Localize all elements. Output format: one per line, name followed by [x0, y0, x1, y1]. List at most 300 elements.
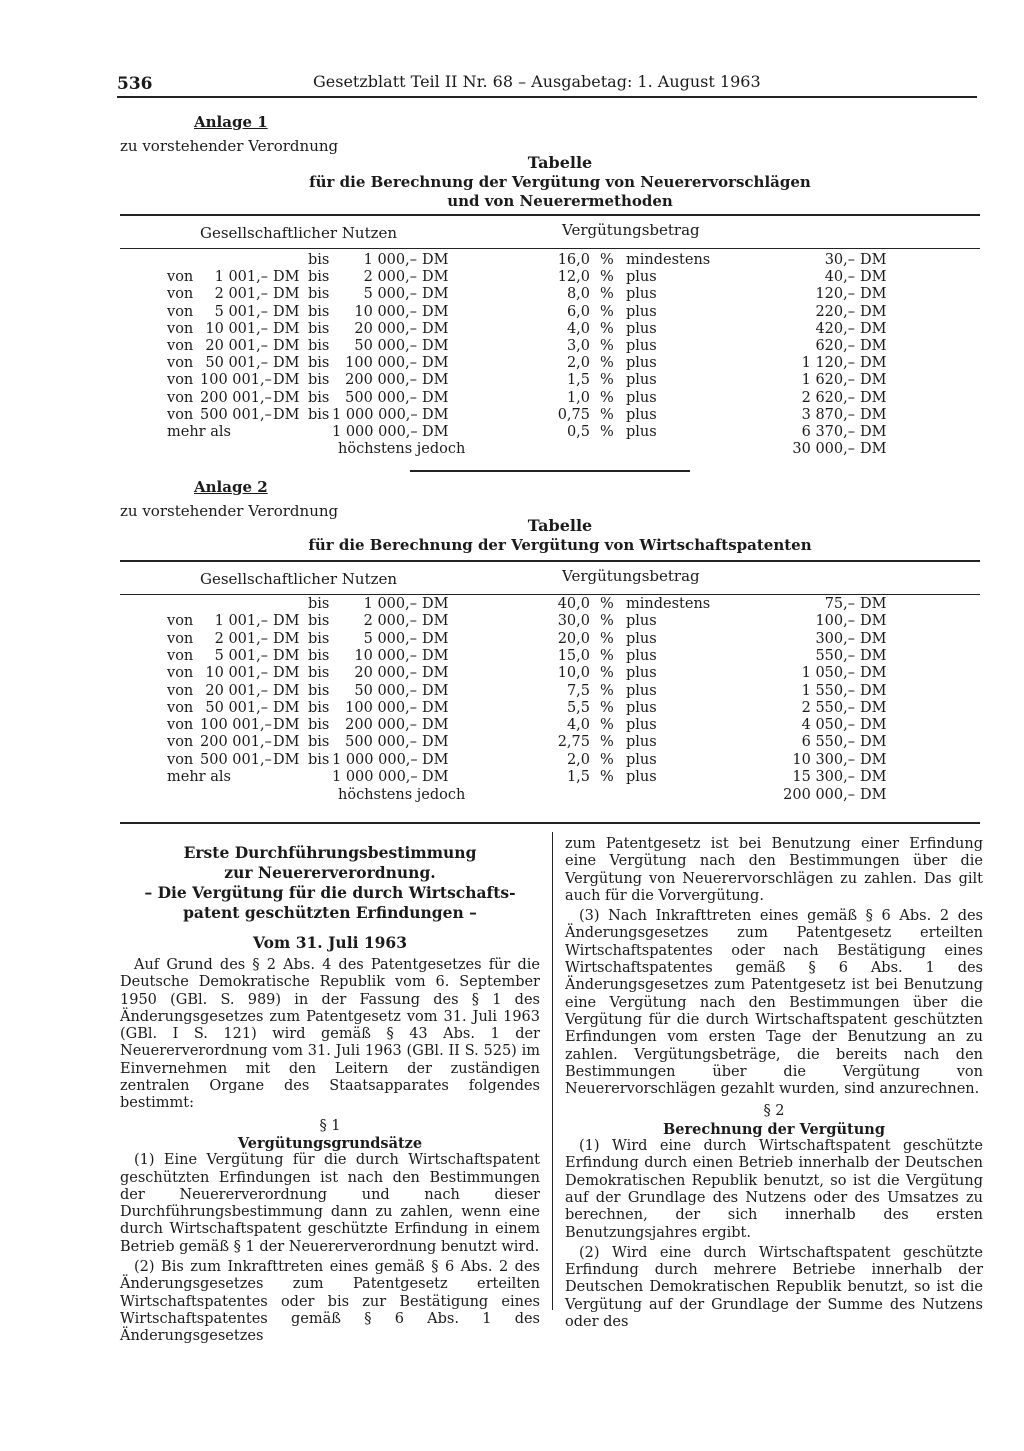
range-to-currency: DM [422, 751, 449, 768]
percent-value: 5,5 [566, 699, 590, 716]
base-amount-currency: DM [860, 303, 887, 320]
percent-value: 0,75 [557, 406, 590, 423]
range-to: 50 000,– [354, 682, 417, 699]
percent-value: 8,0 [566, 286, 590, 303]
percent-value: 20,0 [557, 630, 590, 647]
range-from: 2 001,– [214, 630, 268, 647]
range-from: 200 001,– [200, 389, 272, 406]
percent-value: 30,0 [557, 613, 590, 630]
range-to: 2 000,– [363, 269, 417, 286]
anlage2-subtitle: zu vorstehender Verordnung [120, 502, 339, 520]
range-to: 1 000 000,– [332, 424, 418, 440]
range-from-currency: DM [273, 406, 300, 423]
article-left-column [120, 843, 540, 1346]
anlage2-max-dm: DM [860, 787, 887, 803]
range-from: 2 001,– [214, 286, 268, 303]
rate-qualifier: plus [626, 630, 657, 647]
percent-sign: % [600, 320, 614, 337]
base-amount-currency: DM [860, 734, 887, 751]
base-amount: 220,– [815, 303, 855, 320]
percent-value: 0,5 [566, 424, 590, 440]
base-amount-currency: DM [860, 665, 887, 682]
table-row [0, 424, 1024, 441]
range-to: 100 000,– [345, 699, 417, 716]
rate-qualifier: plus [626, 303, 657, 320]
range-to-currency: DM [422, 303, 449, 320]
range-from-currency: DM [273, 717, 300, 734]
rate-qualifier: plus [626, 699, 657, 716]
range-bis: bis [308, 596, 330, 612]
percent-value: 4,0 [566, 717, 590, 734]
base-amount: 40,– [824, 269, 855, 286]
table-row [0, 304, 1024, 321]
anlage1-table-title: Tabelle [527, 153, 593, 172]
range-prefix: von [167, 717, 194, 734]
anlage1-subtitle: zu vorstehender Verordnung [120, 137, 339, 155]
range-from: 10 001,– [205, 320, 268, 337]
anlage1-max-dm: DM [860, 441, 887, 457]
range-bis: bis [308, 389, 330, 406]
table-row [0, 665, 1024, 682]
range-bis: bis [308, 338, 330, 354]
range-to: 5 000,– [363, 286, 417, 303]
range-prefix: von [167, 630, 194, 647]
percent-value: 10,0 [557, 665, 590, 682]
percent-sign: % [600, 630, 614, 647]
table-row [0, 734, 1024, 751]
rate-qualifier: plus [626, 286, 657, 303]
base-amount: 1 550,– [801, 682, 855, 699]
anlage1-table-subtitle2: und von Neuerermethoden [447, 192, 673, 210]
base-amount-currency: DM [860, 286, 887, 303]
base-amount: 2 620,– [801, 389, 855, 406]
range-to-currency: DM [422, 406, 449, 423]
article-intro: Auf Grund des § 2 Abs. 4 des Patentgesetzes für die Deutsche Demokratische Republik vom 6. September 1950 (GBl. S. 989) in der Fassung des § 1 des Änderungsgesetzes zum Patentgesetz vom 31. Juli 1963 (GBl. I S. 121) wird gemäß § 43 Abs. 1 der Neuererverordnung vom 31. Juli 1963 (GBl. II S. 525) im Einvernehmen mit den Leitern der zuständigen zentralen Organe des Staatsapparates folgendes bestimmt: [120, 957, 540, 1112]
section1-number: § 1 [319, 1117, 341, 1134]
range-bis: bis [308, 734, 330, 751]
percent-sign: % [600, 769, 614, 785]
column-divider [552, 832, 553, 1310]
range-from-currency: DM [273, 303, 300, 320]
rate-qualifier: plus [626, 665, 657, 682]
base-amount: 4 050,– [801, 717, 855, 734]
rate-qualifier: mindestens [626, 252, 711, 268]
percent-sign: % [600, 252, 614, 268]
percent-sign: % [600, 596, 614, 612]
range-from-currency: DM [273, 286, 300, 303]
range-from: 10 001,– [205, 665, 268, 682]
percent-sign: % [600, 303, 614, 320]
range-bis: bis [308, 303, 330, 320]
percent-value: 12,0 [557, 269, 590, 286]
range-to-currency: DM [422, 372, 449, 389]
percent-value: 1,5 [566, 372, 590, 389]
range-bis: bis [308, 647, 330, 664]
range-from: 500 001,– [200, 751, 272, 768]
base-amount-currency: DM [860, 682, 887, 699]
table-row [0, 769, 1024, 786]
anlage1-table-subtitle1: für die Berechnung der Vergütung von Neuerervorschlägen [309, 173, 811, 191]
table-row [0, 407, 1024, 424]
range-to: 5 000,– [363, 630, 417, 647]
base-amount: 300,– [815, 630, 855, 647]
anlage1-max-amount: 30 000,– [792, 441, 855, 457]
table-row [0, 752, 1024, 769]
percent-sign: % [600, 734, 614, 751]
base-amount-currency: DM [860, 613, 887, 630]
base-amount: 75,– [824, 596, 855, 612]
base-amount: 100,– [815, 613, 855, 630]
percent-value: 2,0 [566, 751, 590, 768]
rate-qualifier: plus [626, 717, 657, 734]
base-amount: 10 300,– [792, 751, 855, 768]
section1-para2-continued: zum Patentgesetz ist bei Benutzung einer Erfindung eine Vergütung nach den Bestimmungen über die Vergütung von Neuerervorschlägen zu zahlen. Das gilt auch für die Vorvergütung. [565, 836, 983, 904]
range-to-currency: DM [422, 269, 449, 286]
range-to-currency: DM [422, 286, 449, 303]
range-prefix: von [167, 389, 194, 406]
base-amount: 6 370,– [801, 424, 855, 440]
percent-sign: % [600, 406, 614, 423]
percent-sign: % [600, 355, 614, 372]
percent-sign: % [600, 647, 614, 664]
anlage2-head-rule [120, 594, 980, 595]
table-row [0, 338, 1024, 355]
anlage1-label: Anlage 1 [194, 113, 268, 131]
anlage1-top-rule [120, 214, 980, 216]
range-prefix: von [167, 286, 194, 303]
anlage2-col-right-head: Vergütungsbetrag [562, 567, 700, 585]
range-from-currency: DM [273, 613, 300, 630]
base-amount: 1 120,– [801, 355, 855, 372]
table-row [0, 648, 1024, 665]
percent-value: 2,0 [566, 355, 590, 372]
range-prefix: von [167, 355, 194, 372]
range-to-currency: DM [422, 647, 449, 664]
percent-sign: % [600, 613, 614, 630]
base-amount-currency: DM [860, 338, 887, 354]
range-prefix: von [167, 303, 194, 320]
range-prefix: von [167, 751, 194, 768]
percent-value: 4,0 [566, 320, 590, 337]
base-amount: 420,– [815, 320, 855, 337]
base-amount-currency: DM [860, 389, 887, 406]
section1-para3: (3) Nach Inkrafttreten eines gemäß § 6 Abs. 2 des Änderungsgesetzes zum Patentgesetz erteilten Wirtschaftspatentes oder nach Bestätigung eines Wirtschaftspatentes gemäß § 6 Abs. 1 des Änderungsgesetzes zum Patentgesetz ist bei Benutzung eine Vergütung nach den Bestimmungen über die Vergütung für die durch Wirtschaftspatent geschützten Erfindungen vom ersten Tage der Benutzung an zu zahlen. Vergütungsbeträge, die bereits nach den Bestimmungen über die Vergütung von Neuerervorschlägen gezahlt wurden, sind anzurechnen. [565, 908, 983, 1098]
section2-para1: (1) Wird eine durch Wirtschaftspatent geschützte Erfindung durch einen Betrieb innerhalb der Deutschen Demokratischen Republik benutzt, so ist die Vergütung auf der Grundlage des Nutzens oder des Umsatzes zu berechnen, der sich innerhalb des ersten Benutzungsjahres ergibt. [565, 1138, 983, 1241]
range-to-currency: DM [422, 596, 449, 612]
percent-sign: % [600, 286, 614, 303]
range-to-currency: DM [422, 717, 449, 734]
table-row [0, 717, 1024, 734]
range-prefix: von [167, 682, 194, 699]
rate-qualifier: plus [626, 751, 657, 768]
table-row [0, 269, 1024, 286]
anlage2-table-title: Tabelle [527, 516, 593, 535]
gazette-header: Gesetzblatt Teil II Nr. 68 – Ausgabetag: 1. August 1963 [313, 72, 761, 91]
range-from-currency: DM [273, 389, 300, 406]
range-prefix: von [167, 406, 194, 423]
percent-value: 1,0 [566, 389, 590, 406]
range-to-currency: DM [422, 734, 449, 751]
anlage2-max-row [0, 787, 1024, 804]
range-to-currency: DM [422, 613, 449, 630]
percent-value: 40,0 [557, 596, 590, 612]
range-to: 100 000,– [345, 355, 417, 372]
base-amount-currency: DM [860, 252, 887, 268]
rate-qualifier: plus [626, 406, 657, 423]
percent-sign: % [600, 424, 614, 440]
range-bis: bis [308, 252, 330, 268]
range-from: 500 001,– [200, 406, 272, 423]
base-amount-currency: DM [860, 269, 887, 286]
range-to-currency: DM [422, 424, 449, 440]
section1-para2: (2) Bis zum Inkrafttreten eines gemäß § 6 Abs. 2 des Änderungsgesetzes zum Patentgesetz erteilten Wirtschaftspatentes oder bis zur Bestätigung eines Wirtschaftspatentes gemäß § 6 Abs. 1 des Änderungsgesetzes [120, 1259, 540, 1345]
range-to-currency: DM [422, 665, 449, 682]
range-from-currency: DM [273, 665, 300, 682]
anlage1-max-label: höchstens jedoch [338, 441, 466, 457]
range-from: 100 001,– [200, 372, 272, 389]
percent-value: 6,0 [566, 303, 590, 320]
range-to: 1 000 000,– [332, 751, 418, 768]
range-to: 20 000,– [354, 665, 417, 682]
percent-sign: % [600, 269, 614, 286]
range-from: 200 001,– [200, 734, 272, 751]
range-to: 200 000,– [345, 372, 417, 389]
table-row [0, 355, 1024, 372]
anlage1-col-left-head: Gesellschaftlicher Nutzen [200, 224, 398, 242]
base-amount: 1 620,– [801, 372, 855, 389]
range-from-currency: DM [273, 734, 300, 751]
range-from: 1 001,– [214, 269, 268, 286]
base-amount: 550,– [815, 647, 855, 664]
rate-qualifier: plus [626, 424, 657, 440]
range-prefix: von [167, 269, 194, 286]
range-to-currency: DM [422, 389, 449, 406]
range-to: 1 000 000,– [332, 406, 418, 423]
percent-value: 16,0 [557, 252, 590, 268]
section2-para2: (2) Wird eine durch Wirtschaftspatent geschützte Erfindung durch mehrere Betriebe innerhalb der Deutschen Demokratischen Republik benutzt, so ist die Vergütung auf der Grundlage der Summe des Nutzens oder des [565, 1244, 983, 1331]
base-amount: 3 870,– [801, 406, 855, 423]
range-from: 20 001,– [205, 338, 268, 354]
section1-title: Vergütungsgrundsätze [237, 1134, 423, 1152]
page-number: 536 [117, 74, 153, 94]
base-amount-currency: DM [860, 424, 887, 440]
range-to: 20 000,– [354, 320, 417, 337]
range-bis: bis [308, 406, 330, 423]
percent-sign: % [600, 338, 614, 354]
base-amount-currency: DM [860, 630, 887, 647]
range-bis: bis [308, 269, 330, 286]
range-to: 500 000,– [345, 734, 417, 751]
range-prefix: von [167, 338, 194, 354]
rate-qualifier: plus [626, 338, 657, 354]
article-heading-line3: – Die Vergütung für die durch Wirtschafts- [144, 883, 516, 902]
range-bis: bis [308, 286, 330, 303]
range-from-currency: DM [273, 355, 300, 372]
percent-value: 2,75 [557, 734, 590, 751]
range-to: 1 000 000,– [332, 769, 418, 785]
range-to: 1 000,– [363, 252, 417, 268]
range-to-currency: DM [422, 355, 449, 372]
table-row [0, 683, 1024, 700]
range-bis: bis [308, 630, 330, 647]
table-row [0, 321, 1024, 338]
range-to-currency: DM [422, 699, 449, 716]
base-amount-currency: DM [860, 717, 887, 734]
range-to: 2 000,– [363, 613, 417, 630]
range-bis: bis [308, 751, 330, 768]
range-to-currency: DM [422, 338, 449, 354]
range-prefix: von [167, 372, 194, 389]
percent-sign: % [600, 751, 614, 768]
section-separator [410, 470, 690, 472]
section2-number: § 2 [763, 1103, 785, 1120]
percent-sign: % [600, 717, 614, 734]
range-bis: bis [308, 613, 330, 630]
base-amount: 620,– [815, 338, 855, 354]
range-prefix: von [167, 665, 194, 682]
table-row [0, 700, 1024, 717]
percent-sign: % [600, 682, 614, 699]
range-prefix: von [167, 613, 194, 630]
article-heading-line4: patent geschützten Erfindungen – [183, 903, 477, 922]
rate-qualifier: plus [626, 355, 657, 372]
range-from: 50 001,– [205, 355, 268, 372]
header-rule [117, 96, 977, 98]
range-from: 5 001,– [214, 303, 268, 320]
anlage2-max-amount: 200 000,– [783, 787, 855, 803]
article-right-column [565, 836, 983, 1331]
range-from: 5 001,– [214, 647, 268, 664]
rate-qualifier: plus [626, 389, 657, 406]
percent-sign: % [600, 389, 614, 406]
rate-qualifier: plus [626, 613, 657, 630]
base-amount: 30,– [824, 252, 855, 268]
base-amount-currency: DM [860, 372, 887, 389]
anlage1-head-rule [120, 248, 980, 249]
range-from-currency: DM [273, 372, 300, 389]
anlage2-label: Anlage 2 [194, 478, 268, 496]
range-from-currency: DM [273, 269, 300, 286]
range-prefix: von [167, 699, 194, 716]
rate-qualifier: plus [626, 320, 657, 337]
range-to-currency: DM [422, 769, 449, 785]
percent-value: 1,5 [566, 769, 590, 785]
base-amount: 15 300,– [792, 769, 855, 785]
anlage2-top-rule [120, 560, 980, 562]
range-bis: bis [308, 717, 330, 734]
table-row [0, 390, 1024, 407]
range-to-currency: DM [422, 630, 449, 647]
article-heading-line1: Erste Durchführungsbestimmung [183, 843, 477, 862]
table-row [0, 286, 1024, 303]
range-to-currency: DM [422, 682, 449, 699]
range-from-currency: DM [273, 320, 300, 337]
range-to: 10 000,– [354, 303, 417, 320]
table-row [0, 596, 1024, 613]
range-bis: bis [308, 320, 330, 337]
base-amount-currency: DM [860, 699, 887, 716]
table-row [0, 613, 1024, 630]
rate-qualifier: plus [626, 647, 657, 664]
percent-sign: % [600, 699, 614, 716]
range-to: 50 000,– [354, 338, 417, 354]
rate-qualifier: plus [626, 269, 657, 286]
table-row [0, 372, 1024, 389]
range-from-currency: DM [273, 630, 300, 647]
rate-qualifier: plus [626, 682, 657, 699]
article-heading-line2: zur Neuererverordnung. [224, 863, 436, 882]
percent-sign: % [600, 665, 614, 682]
range-bis: bis [308, 699, 330, 716]
range-from-currency: DM [273, 338, 300, 354]
range-to-currency: DM [422, 320, 449, 337]
range-from: 1 001,– [214, 613, 268, 630]
table-row [0, 252, 1024, 269]
rate-qualifier: plus [626, 769, 657, 785]
range-bis: bis [308, 372, 330, 389]
range-prefix: von [167, 734, 194, 751]
range-to-currency: DM [422, 252, 449, 268]
anlage2-max-label: höchstens jedoch [338, 787, 466, 803]
percent-value: 7,5 [566, 682, 590, 699]
range-to: 200 000,– [345, 717, 417, 734]
range-to: 10 000,– [354, 647, 417, 664]
range-prefix: mehr als [167, 769, 231, 785]
rate-qualifier: plus [626, 372, 657, 389]
base-amount-currency: DM [860, 596, 887, 612]
section2-title: Berechnung der Vergütung [663, 1120, 885, 1138]
base-amount: 6 550,– [801, 734, 855, 751]
range-bis: bis [308, 355, 330, 372]
range-bis: bis [308, 665, 330, 682]
section1-para1: (1) Eine Vergütung für die durch Wirtschaftspatent geschützten Erfindungen ist nach den Bestimmungen der Neuererverordnung und nach dieser Durchführungsbestimmung dann zu zahlen, wenn eine durch Wirtschaftspatent geschützte Erfindung in einem Betrieb gemäß § 1 der Neuererverordnung benutzt wird. [120, 1152, 540, 1255]
percent-sign: % [600, 372, 614, 389]
range-from-currency: DM [273, 751, 300, 768]
base-amount-currency: DM [860, 320, 887, 337]
base-amount-currency: DM [860, 406, 887, 423]
article-date: Vom 31. Juli 1963 [252, 933, 408, 952]
range-to: 500 000,– [345, 389, 417, 406]
range-prefix: von [167, 320, 194, 337]
range-from-currency: DM [273, 682, 300, 699]
range-to: 1 000,– [363, 596, 417, 612]
range-from: 50 001,– [205, 699, 268, 716]
range-from-currency: DM [273, 647, 300, 664]
anlage2-table-subtitle1: für die Berechnung der Vergütung von Wirtschaftspatenten [308, 536, 812, 554]
range-from: 100 001,– [200, 717, 272, 734]
range-from-currency: DM [273, 699, 300, 716]
percent-value: 3,0 [566, 338, 590, 354]
range-from: 20 001,– [205, 682, 268, 699]
base-amount: 1 050,– [801, 665, 855, 682]
base-amount-currency: DM [860, 769, 887, 785]
range-bis: bis [308, 682, 330, 699]
range-prefix: mehr als [167, 424, 231, 440]
base-amount: 120,– [815, 286, 855, 303]
rate-qualifier: mindestens [626, 596, 711, 612]
base-amount-currency: DM [860, 355, 887, 372]
percent-value: 15,0 [557, 647, 590, 664]
anlage1-max-row [0, 441, 1024, 458]
anlage2-bottom-rule [120, 822, 980, 824]
rate-qualifier: plus [626, 734, 657, 751]
range-prefix: von [167, 647, 194, 664]
base-amount-currency: DM [860, 647, 887, 664]
base-amount: 2 550,– [801, 699, 855, 716]
anlage2-col-left-head: Gesellschaftlicher Nutzen [200, 570, 398, 588]
base-amount-currency: DM [860, 751, 887, 768]
table-row [0, 631, 1024, 648]
